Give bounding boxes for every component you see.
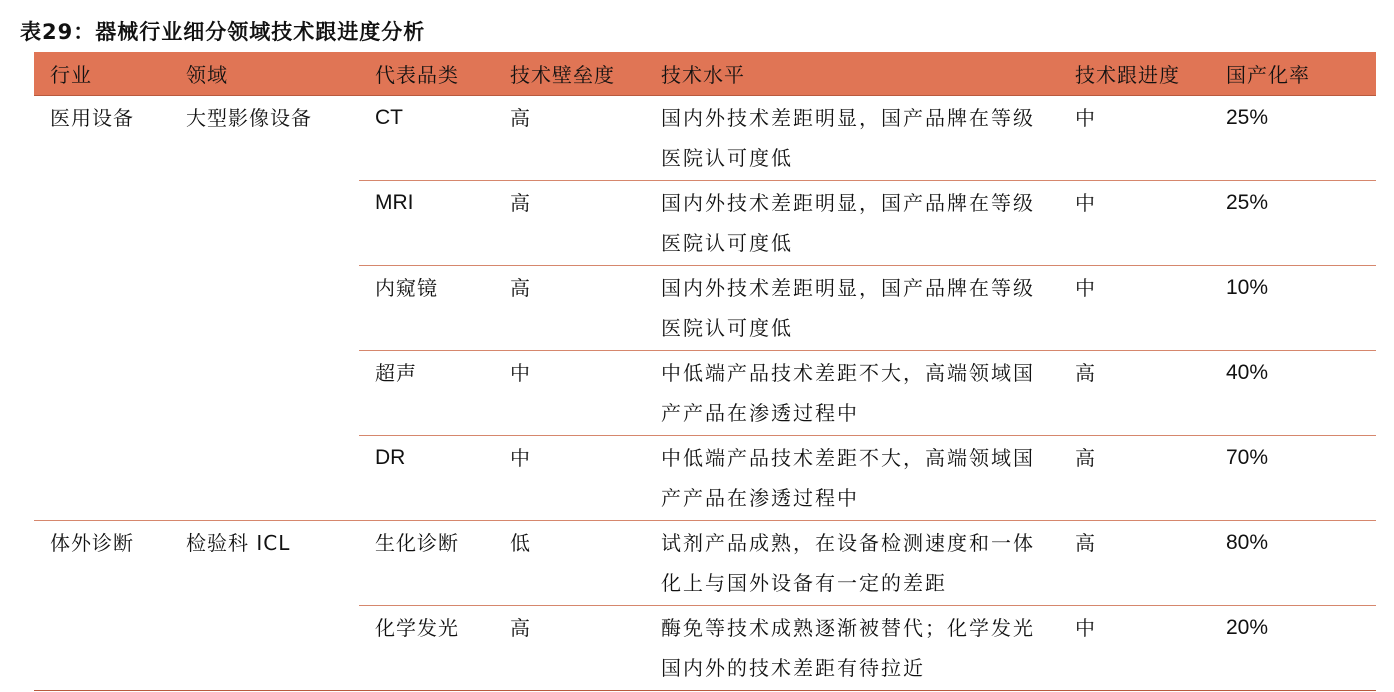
rate-cell: 40% [1210,350,1376,435]
follow-cell: 高 [1059,435,1210,520]
rate-cell: 20% [1210,605,1376,690]
category-cell: 化学发光 [359,605,494,690]
level-cell: 国内外技术差距明显，国产品牌在等级医院认可度低 [645,95,1059,180]
header-field: 领域 [170,52,359,95]
barrier-cell: 高 [494,605,645,690]
tech-follow-table [34,52,1376,691]
rate-cell: 25% [1210,95,1376,180]
category-cell: MRI [359,180,494,265]
barrier-cell: 高 [494,95,645,180]
follow-cell: 中 [1059,95,1210,180]
level-cell: 中低端产品技术差距不大，高端领域国产产品在渗透过程中 [645,350,1059,435]
category-cell: CT [359,95,494,180]
barrier-cell: 高 [494,180,645,265]
barrier-cell: 低 [494,520,645,605]
follow-cell: 高 [1059,350,1210,435]
industry-cell: 体外诊断 [34,520,170,690]
rate-cell: 25% [1210,180,1376,265]
table-header-row [34,52,1376,95]
follow-cell: 中 [1059,180,1210,265]
rate-cell: 80% [1210,520,1376,605]
rate-cell: 10% [1210,265,1376,350]
field-cell: 检验科 ICL [170,520,359,690]
header-barrier: 技术壁垒度 [494,52,645,95]
header-category: 代表品类 [359,52,494,95]
follow-cell: 中 [1059,265,1210,350]
header-rate: 国产化率 [1210,52,1376,95]
table-row [34,95,1376,180]
category-cell: 生化诊断 [359,520,494,605]
level-cell: 酶免等技术成熟逐渐被替代；化学发光国内外的技术差距有待拉近 [645,605,1059,690]
category-cell: DR [359,435,494,520]
barrier-cell: 高 [494,265,645,350]
table-row [34,520,1376,605]
field-cell: 大型影像设备 [170,95,359,520]
follow-cell: 高 [1059,520,1210,605]
level-cell: 中低端产品技术差距不大，高端领域国产产品在渗透过程中 [645,435,1059,520]
rate-cell: 70% [1210,435,1376,520]
level-cell: 国内外技术差距明显，国产品牌在等级医院认可度低 [645,180,1059,265]
industry-cell: 医用设备 [34,95,170,520]
follow-cell: 中 [1059,605,1210,690]
barrier-cell: 中 [494,435,645,520]
barrier-cell: 中 [494,350,645,435]
table-title: 表29：器械行业细分领域技术跟进度分析 [20,20,426,44]
category-cell: 内窥镜 [359,265,494,350]
category-cell: 超声 [359,350,494,435]
header-industry: 行业 [34,52,170,95]
level-cell: 试剂产品成熟，在设备检测速度和一体化上与国外设备有一定的差距 [645,520,1059,605]
level-cell: 国内外技术差距明显，国产品牌在等级医院认可度低 [645,265,1059,350]
header-follow: 技术跟进度 [1059,52,1210,95]
header-level: 技术水平 [645,52,1059,95]
